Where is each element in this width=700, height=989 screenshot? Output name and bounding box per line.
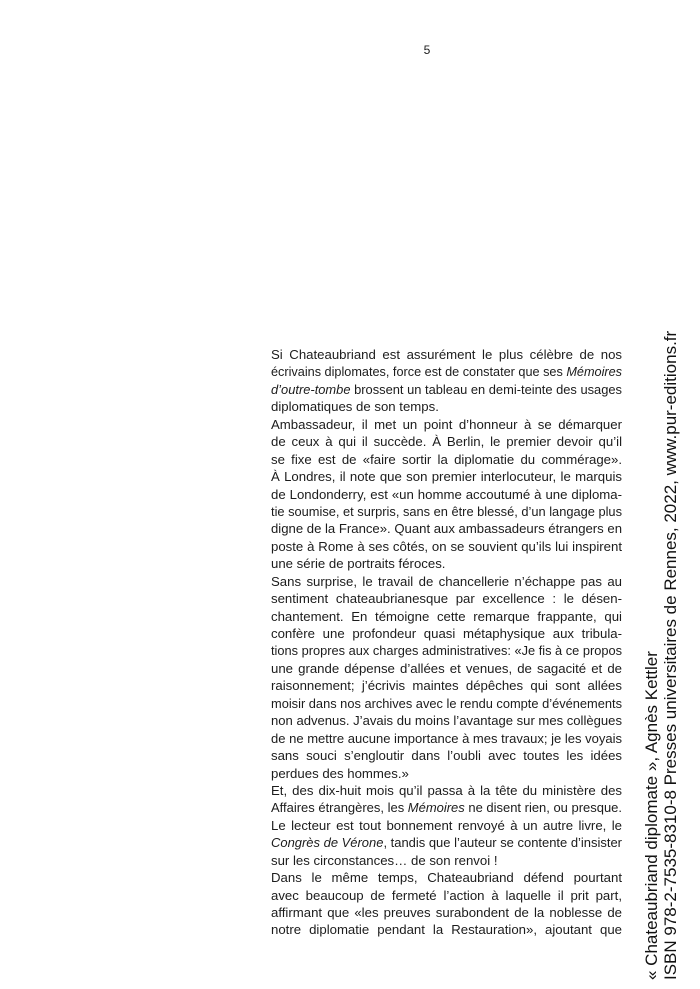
text-line-content xyxy=(271,590,622,607)
text-line-content xyxy=(271,817,622,834)
text-run: tions propres aux charges administratives: «Je fis à ce propos xyxy=(271,643,622,659)
text-line xyxy=(271,398,622,415)
text-line xyxy=(271,799,622,816)
text-run: écrivains diplomates, force est de constater que ses xyxy=(271,364,567,380)
text-line-content xyxy=(271,887,622,904)
text-line xyxy=(271,625,622,642)
text-line xyxy=(271,503,622,520)
text-line xyxy=(271,834,622,851)
text-run: de ceux à qui il succède. À Berlin, le premier devoir qu’il xyxy=(271,434,622,450)
text-run: À Londres, il note que son premier interlocuteur, le marquis xyxy=(271,469,622,485)
text-line xyxy=(271,782,622,799)
text-line-content xyxy=(271,468,622,485)
text-run: raisonnement; j’écrivis maintes dépêches qui sont allées xyxy=(271,678,622,694)
text-run: Sans surprise, le travail de chancellerie n’échappe pas au xyxy=(271,573,622,589)
text-line-content xyxy=(271,381,622,398)
text-line-content xyxy=(271,625,622,642)
body-text xyxy=(271,346,622,939)
text-line xyxy=(271,730,622,747)
text-run: non advenus. J’avais du moins l’avantage sur mes collègues xyxy=(271,713,622,729)
text-line xyxy=(271,346,622,363)
text-run: Le lecteur est tout bonnement renvoyé à un autre livre, le xyxy=(271,817,622,833)
text-line-content xyxy=(271,695,622,712)
paragraph xyxy=(271,782,622,869)
italic-title: d’outre-tombe xyxy=(271,381,351,397)
text-line-content xyxy=(271,451,622,468)
text-run: chantement. En témoigne cette remarque frappante, qui xyxy=(271,608,622,624)
text-line-content xyxy=(271,433,622,450)
text-line xyxy=(271,695,622,712)
text-line-content xyxy=(271,608,622,625)
text-line xyxy=(271,677,622,694)
text-line-content xyxy=(271,538,622,555)
text-line xyxy=(271,573,622,590)
text-line-content xyxy=(271,782,622,799)
text-line xyxy=(271,416,622,433)
text-line xyxy=(271,451,622,468)
text-run: sur les circonstances… de son renvoi ! xyxy=(271,852,498,868)
text-run: avec beaucoup de fermeté l’action à laquelle il prit part, xyxy=(271,887,622,903)
text-line-content xyxy=(271,573,622,590)
italic-title: Mémoires xyxy=(566,364,622,380)
text-line xyxy=(271,852,622,869)
text-run: Ambassadeur, il met un point d’honneur à se démarquer xyxy=(271,416,622,432)
text-line-content xyxy=(271,869,622,886)
text-run: tie soumise, et surpris, sans en être blessé, d’un langage plus xyxy=(271,503,622,519)
text-line xyxy=(271,904,622,921)
text-run: Et, des dix-huit mois qu’il passa à la tête du ministère des xyxy=(271,782,622,798)
sidebar-watermark xyxy=(642,160,680,980)
paragraph xyxy=(271,573,622,782)
text-line-content xyxy=(271,852,498,869)
paragraph xyxy=(271,869,622,939)
text-line xyxy=(271,486,622,503)
paragraph xyxy=(271,346,622,416)
text-run: sentiment chateaubrianesque par excellence : le désen- xyxy=(271,591,622,607)
text-line-content xyxy=(271,642,622,659)
text-line xyxy=(271,608,622,625)
text-run: sans souci s’engloutir dans l’oubli avec toutes les idées xyxy=(271,748,622,764)
text-run: notre diplomatie pendant la Restauration», ajoutant que xyxy=(271,922,622,938)
text-line-content xyxy=(271,660,622,677)
page-number: 5 xyxy=(423,43,431,57)
text-run: brossent un tableau en demi-teinte des usages xyxy=(350,381,622,397)
text-line-content xyxy=(271,834,622,851)
text-line-content xyxy=(271,712,622,729)
page-header xyxy=(0,0,700,60)
text-line-content xyxy=(271,765,409,782)
italic-title: Mémoires xyxy=(407,800,465,816)
text-run: confère une profondeur quasi métaphysique aux tribula- xyxy=(271,626,622,641)
text-line-content xyxy=(271,677,622,694)
sidebar-citation: « Chateaubriand diplomate », Agnès Kettler xyxy=(642,651,661,980)
text-line-content xyxy=(271,555,445,572)
text-run: , tandis que l’auteur se contente d’insister xyxy=(383,835,622,851)
text-line xyxy=(271,887,622,904)
text-run: de Londonderry, est «un homme accoutumé à une diploma- xyxy=(271,486,622,502)
text-run: digne de la France». Quant aux ambassadeurs étrangers en xyxy=(271,521,622,537)
text-line xyxy=(271,590,622,607)
text-run: de ne mettre aucune importance à mes travaux; je les voyais xyxy=(271,730,622,746)
text-line-content xyxy=(271,747,622,764)
text-run: poste à Rome à ses côtés, on se souvient qu’ils lui inspirent xyxy=(271,538,622,554)
text-run: ne disent rien, ou presque. xyxy=(464,800,622,816)
text-run: diplomatiques de son temps. xyxy=(271,399,439,415)
italic-title: Congrès de Vérone xyxy=(271,835,384,851)
text-line-content xyxy=(271,346,622,363)
text-run: perdues des hommes.» xyxy=(271,765,409,781)
text-line-content xyxy=(271,799,622,816)
text-line-content xyxy=(271,486,622,503)
text-line xyxy=(271,765,622,782)
text-run: moisir dans nos archives avec le rendu compte d’événements xyxy=(271,695,622,711)
text-line xyxy=(271,468,622,485)
text-run: Affaires étrangères, les xyxy=(271,800,408,816)
paragraph xyxy=(271,416,622,573)
text-run: Si Chateaubriand est assurément le plus célèbre de nos xyxy=(271,347,622,362)
text-run: affirmant que «les preuves surabondent de la noblesse de xyxy=(271,905,622,920)
text-line-content xyxy=(271,363,622,380)
text-line-content xyxy=(271,503,622,520)
text-line xyxy=(271,660,622,677)
text-line xyxy=(271,555,622,572)
text-run: se fixe est de «faire sortir la diplomatie du commérage». xyxy=(271,451,622,467)
text-line xyxy=(271,921,622,938)
text-line-content xyxy=(271,398,439,415)
text-line xyxy=(271,642,622,659)
text-line xyxy=(271,433,622,450)
text-line xyxy=(271,712,622,729)
text-line xyxy=(271,747,622,764)
text-line xyxy=(271,363,622,380)
text-line-content xyxy=(271,730,622,747)
text-line-content xyxy=(271,520,622,537)
text-line xyxy=(271,869,622,886)
text-run: une grande dépense d’allées et venues, de sagacité et de xyxy=(271,660,622,676)
text-line xyxy=(271,381,622,398)
text-line xyxy=(271,817,622,834)
sidebar-publisher-isbn: ISBN 978-2-7535-8310-8 Presses universitaires de Rennes, 2022, www.pur-editions.fr xyxy=(661,330,680,980)
text-line-content xyxy=(271,921,622,938)
text-run: Dans le même temps, Chateaubriand défend pourtant xyxy=(271,870,622,886)
text-line-content xyxy=(271,904,622,921)
text-line-content xyxy=(271,416,622,433)
text-line xyxy=(271,520,622,537)
text-run: une série de portraits féroces. xyxy=(271,556,446,572)
text-line xyxy=(271,538,622,555)
